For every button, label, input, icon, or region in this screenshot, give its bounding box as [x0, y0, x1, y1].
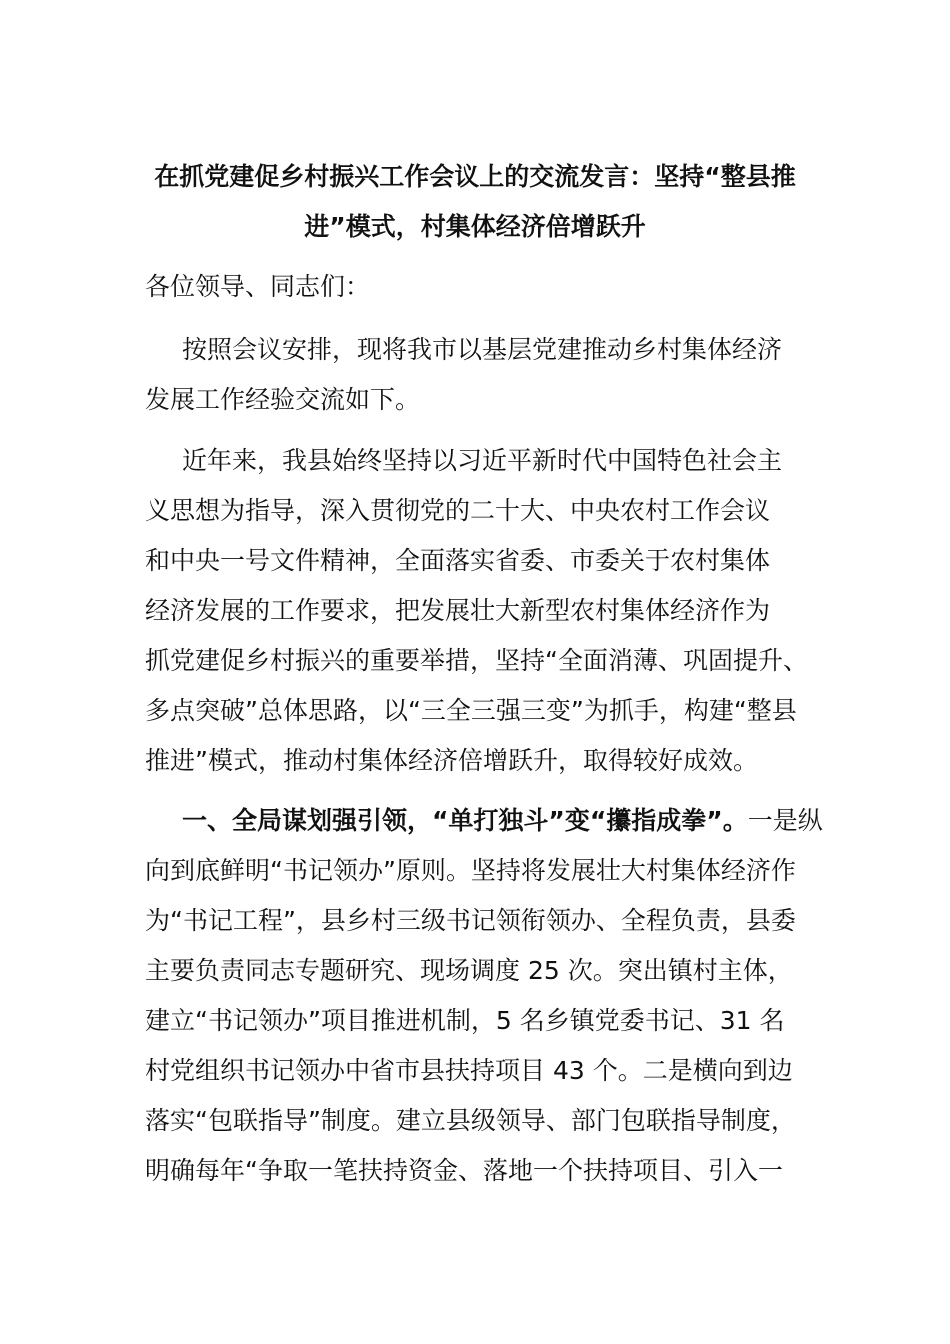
paragraph-line: 建立“书记领办”项目推进机制，5 名乡镇党委书记、31 名	[145, 1006, 785, 1035]
document-title	[130, 152, 820, 252]
paragraph-line: 明确每年“争取一笔扶持资金、落地一个扶持项目、引入一	[145, 1156, 783, 1185]
paragraph-line: 按照会议安排，现将我市以基层党建推动乡村集体经济	[182, 335, 783, 364]
section-heading: 一、全局谋划强引领，“单打独斗”变“攥指成拳”。	[182, 806, 748, 835]
title-line-1: 在抓党建促乡村振兴工作会议上的交流发言：坚持“整县推	[154, 162, 796, 191]
paragraph-line: 主要负责同志专题研究、现场调度 25 次。突出镇村主体，	[145, 956, 793, 985]
paragraph-line: 近年来，我县始终坚持以习近平新时代中国特色社会主	[182, 446, 783, 475]
section-heading-rest: 一是纵	[747, 806, 823, 835]
salutation	[145, 262, 825, 312]
paragraph-line: 发展工作经验交流如下。	[145, 385, 421, 414]
paragraph-line: 多点突破”总体思路，以“三全三强三变”为抓手，构建“整县	[145, 696, 797, 725]
paragraph-line: 和中央一号文件精神，全面落实省委、市委关于农村集体	[145, 546, 771, 575]
paragraph-line: 向到底鲜明“书记领办”原则。坚持将发展壮大村集体经济作	[145, 856, 796, 885]
salutation-line: 各位领导、同志们：	[145, 272, 371, 301]
paragraph-line: 落实“包联指导”制度。建立县级领导、部门包联指导制度，	[145, 1106, 796, 1135]
paragraph-section-one	[145, 796, 825, 1196]
paragraph-line: 义思想为指导，深入贯彻党的二十大、中央农村工作会议	[145, 496, 771, 525]
paragraph-line: 抓党建促乡村振兴的重要举措，坚持“全面消薄、巩固提升、	[145, 646, 808, 675]
paragraph-intro	[145, 325, 825, 425]
paragraph-line: 为“书记工程”，县乡村三级书记领衔领办、全程负责，县委	[145, 906, 796, 935]
paragraph-overview	[145, 436, 825, 786]
title-line-2: 进”模式，村集体经济倍增跃升	[304, 212, 646, 241]
paragraph-line: 经济发展的工作要求，把发展壮大新型农村集体经济作为	[145, 596, 771, 625]
paragraph-line: 村党组织书记领办中省市县扶持项目 43 个。二是横向到边	[145, 1056, 793, 1085]
paragraph-line	[145, 796, 825, 846]
paragraph-line: 推进”模式，推动村集体经济倍增跃升，取得较好成效。	[145, 746, 758, 775]
